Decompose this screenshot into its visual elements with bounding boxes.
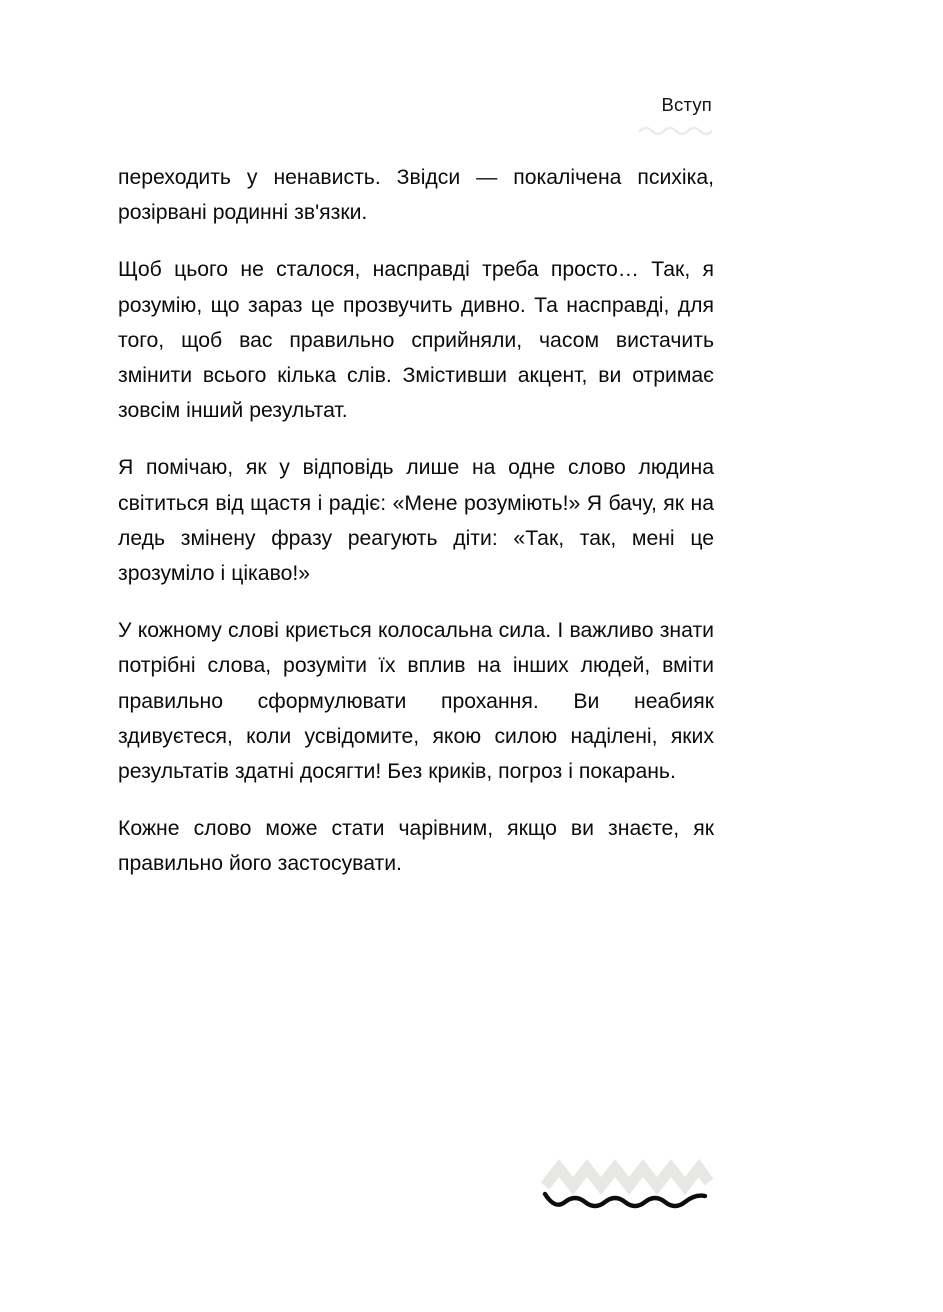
- header-wavy-rule: [118, 124, 712, 138]
- paragraph: Щоб цього не сталося, насправді треба просто… Так, я розумію, що зараз це прозвучить дивно. Та насправді, для того, щоб вас правильно сприйняли, часом вистачить змінити всього кілька слів. Змістивши акцент, ви отримає зовсім інший результат.: [118, 258, 714, 423]
- page-body: [118, 160, 714, 882]
- zigzag-wave-ornament-icon: [541, 1156, 713, 1218]
- paragraph: Я помічаю, як у відповідь лише на одне слово людина світиться від щастя і радіє: «Мене розуміють!» Я бачу, як на ледь змінену фразу реагують діти: «Так, так, мені це зрозуміло і цікаво!»: [118, 456, 714, 586]
- running-header-label: Вступ: [661, 94, 712, 115]
- running-header: [118, 96, 712, 115]
- section-end-ornament: [541, 1156, 713, 1218]
- paragraph: переходить у ненависть. Звідси — покалічена психіка, розірвані родинні зв'язки.: [118, 166, 714, 225]
- paragraph: У кожному слові криється колосальна сила. І важливо знати потрібні слова, розуміти їх вплив на інших людей, вміти правильно сформулювати прохання. Ви неабияк здивуєтеся, коли усвідомите, якою силою наділені, яких результатів здатні досягти! Без криків, погроз і покарань.: [118, 619, 714, 784]
- paragraph: Кожне слово може стати чарівним, якщо ви знаєте, як правильно його застосувати.: [118, 817, 714, 876]
- wavy-line-icon: [118, 124, 712, 136]
